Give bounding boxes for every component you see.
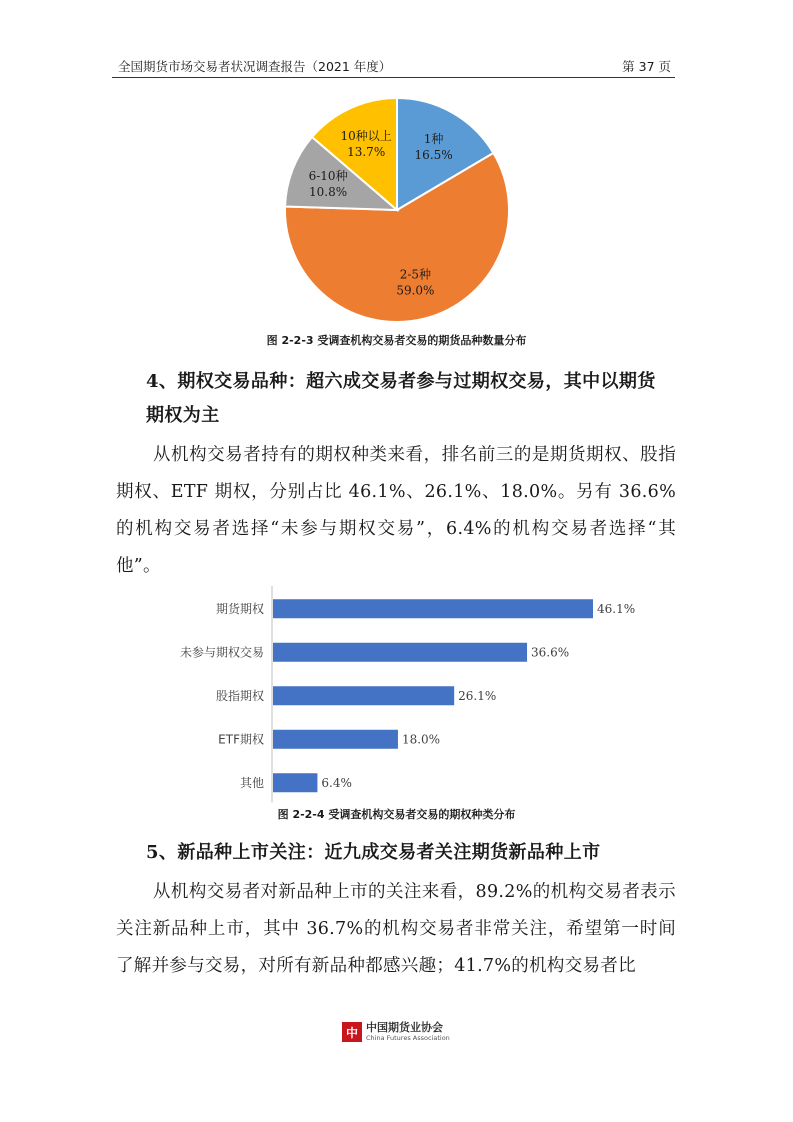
bar-chart-caption: 图 2-2-4 受调查机构交易者交易的期权种类分布	[277, 808, 516, 821]
section-4-paragraph: 从机构交易者持有的期权种类来看，排名前三的是期货期权、股指期权、ETF 期权，分别占比 46.1%、26.1%、18.0%。另有 36.6%的机构交易者选择“未参与期权交易”，6.4%的机构交易者选择“其他”。	[116, 445, 676, 576]
bar-value-label: 26.1%	[458, 688, 497, 703]
section-5-heading: 5、新品种上市关注：近九成交易者关注期货新品种上市	[146, 842, 601, 863]
pie-slice-value: 59.0%	[396, 283, 435, 298]
pie-slice-label: 1种	[423, 131, 444, 146]
bar-category-label: 期货期权	[215, 601, 264, 616]
page-number: 第 37 页	[622, 59, 671, 74]
bar-0	[273, 599, 593, 618]
pie-slice-label: 2-5种	[399, 267, 432, 282]
pie-slice-value: 13.7%	[347, 144, 386, 159]
bar-category-label: 其他	[239, 775, 264, 790]
pie-slice-value: 16.5%	[414, 147, 453, 162]
section-5-paragraph: 从机构交易者对新品种上市的关注来看，89.2%的机构交易者表示关注新品种上市，其中 36.7%的机构交易者非常关注，希望第一时间了解并参与交易，对所有新品种都感兴趣；41.7%的机构交易者比	[116, 882, 676, 976]
bar-4	[273, 773, 317, 792]
pie-slice-value: 10.8%	[309, 185, 348, 200]
bar-category-label: 股指期权	[215, 688, 264, 703]
section-4-heading: 4、期权交易品种：超六成交易者参与过期权交易，其中以期货期权为主	[146, 371, 656, 426]
header-title: 全国期货市场交易者状况调查报告（2021 年度）	[118, 59, 392, 74]
bar-3	[273, 730, 398, 749]
bar-value-label: 18.0%	[401, 732, 441, 747]
bar-category-label: ETF期权	[218, 732, 264, 747]
bar-value-label: 46.1%	[597, 601, 636, 616]
bar-2	[273, 686, 454, 705]
pie-chart-caption: 图 2-2-3 受调查机构交易者交易的期货品种数量分布	[266, 334, 527, 347]
pie-slice-label: 6-10种	[308, 169, 348, 184]
logo-en-text: China Futures Association	[366, 1034, 450, 1042]
logo-cn-text: 中国期货业协会	[366, 1021, 443, 1034]
pie-slice-label: 10种以上	[340, 128, 392, 143]
bar-value-label: 36.6%	[531, 645, 570, 660]
bar-category-label: 未参与期权交易	[179, 645, 264, 660]
cfa-logo-icon: 中	[342, 1022, 362, 1042]
bar-value-label: 6.4%	[321, 775, 352, 790]
bar-1	[273, 643, 527, 662]
footer-logo	[342, 1022, 450, 1042]
